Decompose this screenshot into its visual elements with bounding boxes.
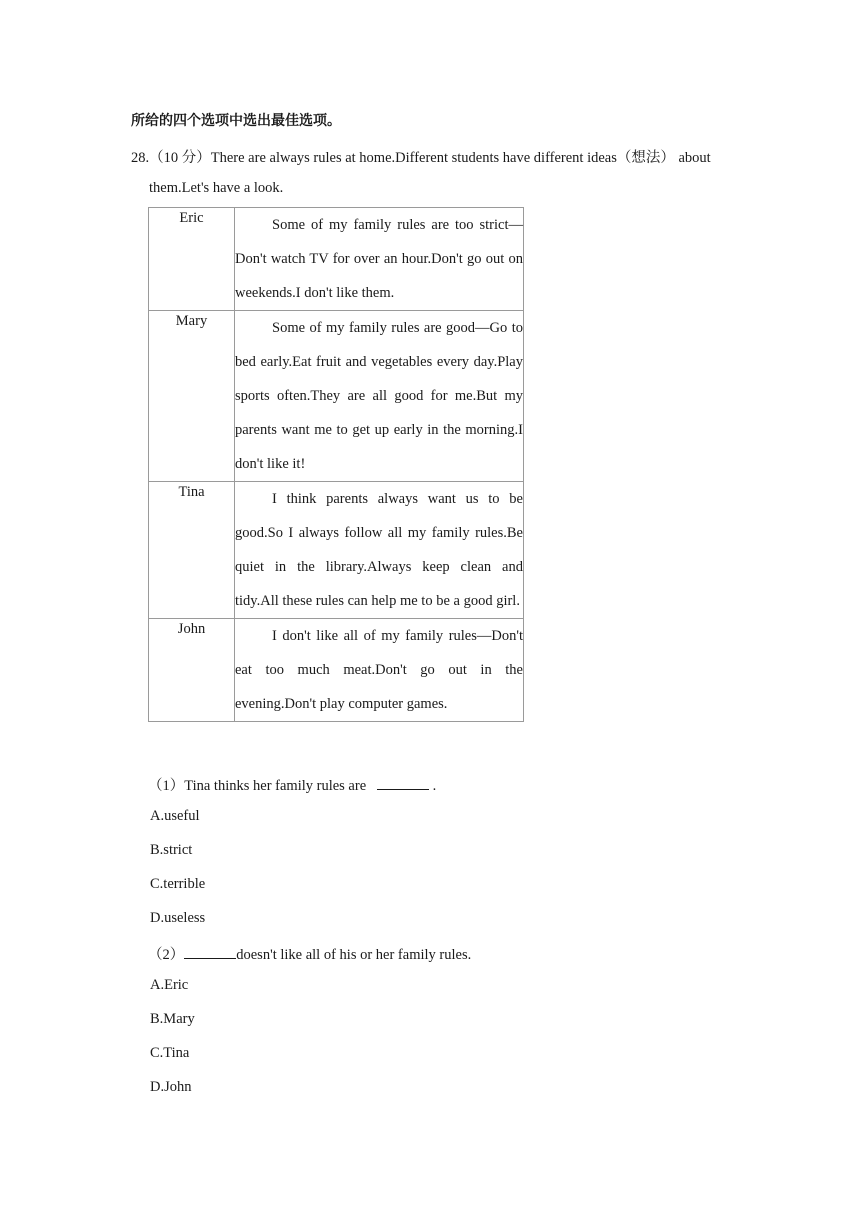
option-1c: C.terrible — [150, 876, 206, 892]
sub-question-2-prefix: （2） — [148, 947, 185, 963]
option-2b: B.Mary — [150, 1011, 195, 1027]
sub-question-2 — [148, 943, 471, 964]
student-name: Tina — [149, 482, 235, 619]
student-name: John — [149, 619, 235, 722]
option-1a: A.useful — [150, 808, 200, 824]
answer-blank — [184, 948, 236, 959]
question-line-1: 28.（10 分）There are always rules at home.Different students have different ideas（想法） about — [131, 150, 711, 166]
answer-blank — [377, 779, 429, 790]
table-row — [149, 482, 524, 619]
option-2c: C.Tina — [150, 1045, 190, 1061]
sub-question-1-prefix: （1）Tina thinks her family rules are — [148, 778, 367, 794]
student-name: Eric — [149, 208, 235, 311]
option-1b: B.strict — [150, 842, 193, 858]
option-2a: A.Eric — [150, 977, 189, 993]
section-instruction: 所给的四个选项中选出最佳选项。 — [131, 113, 341, 129]
sub-question-1-suffix: . — [429, 778, 437, 794]
student-opinion: I don't like all of my family rules—Don't eat too much meat.Don't go out in the evening.Don't play computer games. — [235, 619, 524, 722]
student-opinion: Some of my family rules are good—Go to bed early.Eat fruit and vegetables every day.Play sports often.They are all good for me.But my parents want me to get up early in the morning.I don't like it! — [235, 311, 524, 482]
student-opinion: Some of my family rules are too strict—Don't watch TV for over an hour.Don't go out on weekends.I don't like them. — [235, 208, 524, 311]
table-row — [149, 619, 524, 722]
question-line-2: them.Let's have a look. — [149, 180, 284, 196]
option-2d: D.John — [150, 1079, 192, 1095]
option-1d: D.useless — [150, 910, 206, 926]
table-row — [149, 208, 524, 311]
table-row — [149, 311, 524, 482]
sub-question-2-suffix: doesn't like all of his or her family rules. — [236, 947, 472, 963]
family-rules-table — [148, 207, 524, 722]
student-name: Mary — [149, 311, 235, 482]
student-opinion: I think parents always want us to be good.So I always follow all my family rules.Be quiet in the library.Always keep clean and tidy.All these rules can help me to be a good girl. — [235, 482, 524, 619]
sub-question-1 — [148, 774, 436, 795]
